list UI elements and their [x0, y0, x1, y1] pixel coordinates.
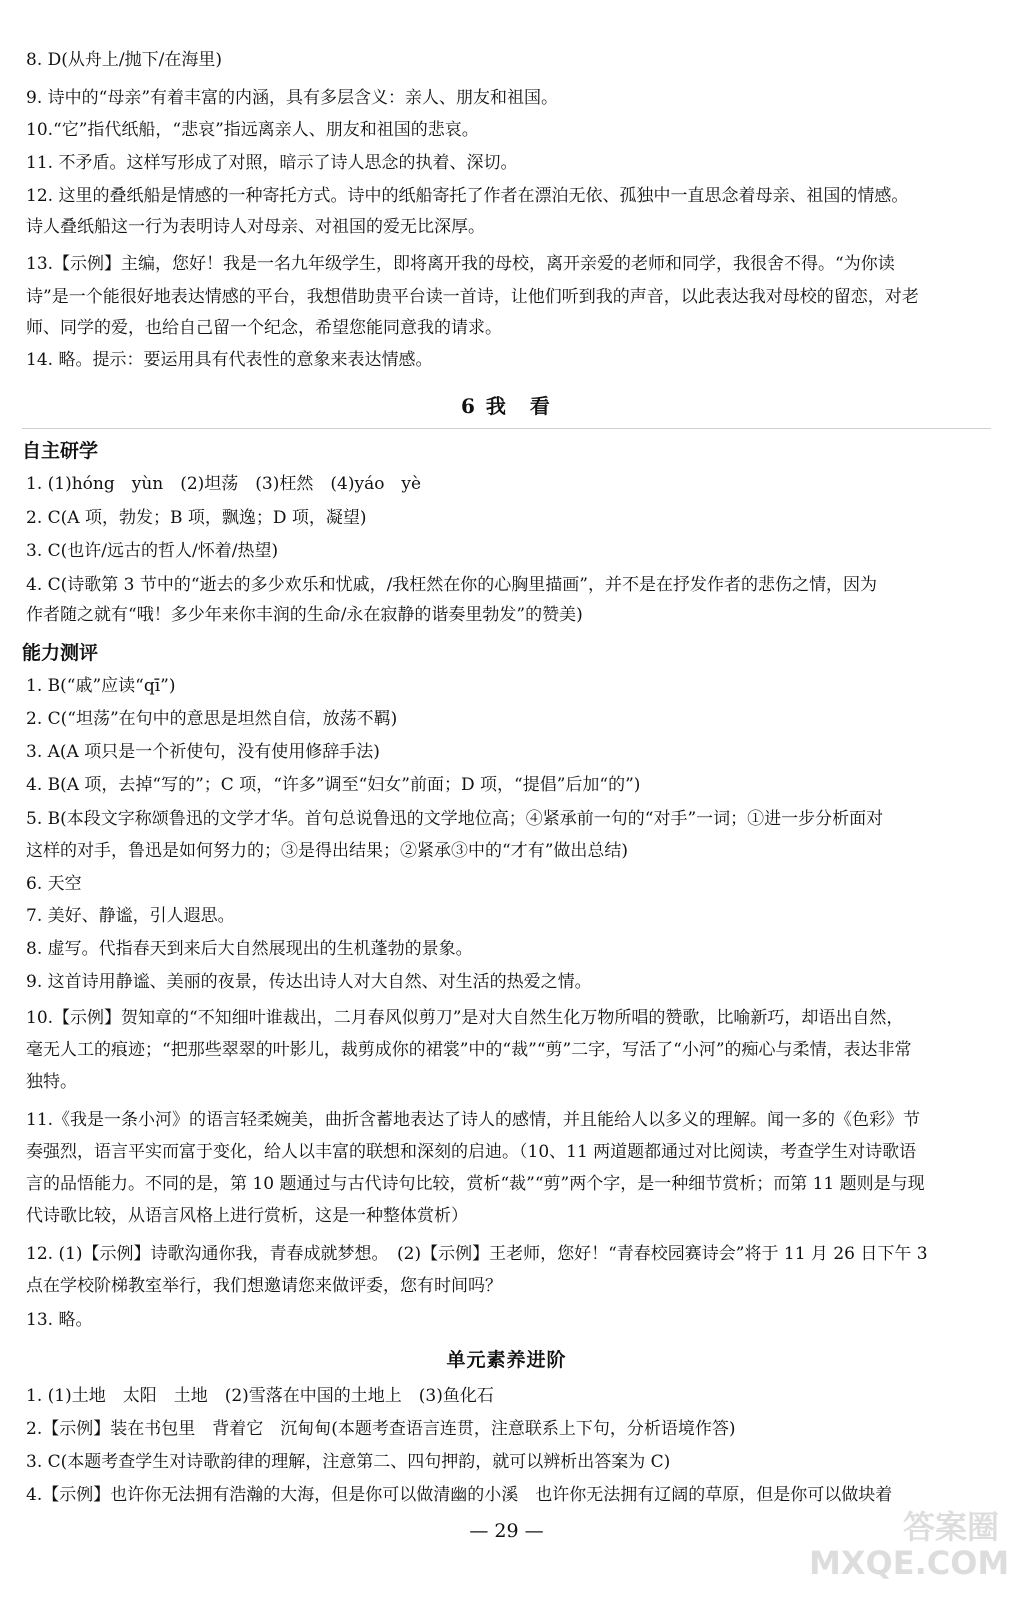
- answer-line: 10.“它”指代纸船，“悲哀”指远离亲人、朋友和祖国的悲哀。: [26, 120, 479, 140]
- answer-line: 12. 这里的叠纸船是情感的一种寄托方式。诗中的纸船寄托了作者在漂泊无依、孤独中一直思念着母亲、祖国的情感。: [26, 186, 909, 206]
- answer-line: 诗人叠纸船这一行为表明诗人对母亲、对祖国的爱无比深厚。: [26, 217, 485, 237]
- answer-line: 师、同学的爱，也给自己留一个纪念，希望您能同意我的请求。: [26, 318, 502, 338]
- answer-line: 4.【示例】也许你无法拥有浩瀚的大海，但是你可以做清幽的小溪 也许你无法拥有辽阔的草原，但是你可以做块着: [26, 1485, 893, 1505]
- answer-line: 8. D(从舟上/抛下/在海里): [26, 50, 222, 70]
- answer-line: 3. C(本题考查学生对诗歌韵律的理解，注意第二、四句押韵，就可以辨析出答案为 C): [26, 1452, 671, 1472]
- answer-line: 14. 略。提示：要运用具有代表性的意象来表达情感。: [26, 350, 433, 370]
- answer-line: 1. (1)土地 太阳 土地 (2)雪落在中国的土地上 (3)鱼化石: [26, 1386, 494, 1406]
- watermark-logo: 答案圈 MXQE.COM: [809, 1508, 1010, 1582]
- answer-line: 1. B(“戚”应读“qī”): [26, 676, 176, 696]
- answer-line: 代诗歌比较，从语言风格上进行赏析，这是一种整体赏析）: [26, 1206, 468, 1226]
- answer-line: 毫无人工的痕迹；“把那些翠翠的叶影儿，裁剪成你的裙裳”中的“裁”“剪”二字，写活了“小河”的痴心与柔情，表达非常: [26, 1040, 912, 1060]
- answer-line: 13.【示例】主编，您好！我是一名九年级学生，即将离开我的母校，离开亲爱的老师和同学，我很舍不得。“为你读: [26, 254, 895, 274]
- answer-line: 诗”是一个能很好地表达情感的平台，我想借助贵平台读一首诗，让他们听到我的声音，以此表达我对母校的留恋，对老: [26, 287, 919, 307]
- section-heading-ability-test: 能力测评: [22, 642, 99, 664]
- answer-line: 作者随之就有“哦！多少年来你丰润的生命/永在寂静的谐奏里勃发”的赞美): [26, 605, 583, 625]
- answer-line: 2. C(“坦荡”在句中的意思是坦然自信，放荡不羁): [26, 709, 398, 729]
- answer-line: 奏强烈，语言平实而富于变化，给人以丰富的联想和深刻的启迪。（10、11 两道题都通过对比阅读，考查学生对诗歌语: [26, 1142, 917, 1162]
- lesson-title: 6 我 看: [461, 394, 552, 418]
- answer-line: 5. B(本段文字称颂鲁迅的文学才华。首句总说鲁迅的文学地位高；④紧承前一句的“对手”一词；①进一步分析面对: [26, 809, 884, 829]
- answer-line: 11. 不矛盾。这样写形成了对照，暗示了诗人思念的执着、深切。: [26, 153, 518, 173]
- section-heading-self-study: 自主研学: [22, 440, 99, 462]
- answer-line: 这样的对手，鲁迅是如何努力的；③是得出结果；②紧承③中的“才有”做出总结): [26, 841, 629, 861]
- answer-line: 3. C(也许/远古的哲人/怀着/热望): [26, 541, 279, 561]
- answer-line: 1. (1)hóng yùn (2)坦荡 (3)枉然 (4)yáo yè: [26, 474, 422, 494]
- answer-line: 11.《我是一条小河》的语言轻柔婉美，曲折含蓄地表达了诗人的感情，并且能给人以多义的理解。闻一多的《色彩》节: [26, 1110, 921, 1130]
- answer-line: 7. 美好、静谧，引人遐思。: [26, 906, 235, 926]
- answer-line: 4. B(A 项，去掉“写的”；C 项，“许多”调至“妇女”前面；D 项，“提倡”后加“的”): [26, 775, 641, 795]
- answer-line: 3. A(A 项只是一个祈使句，没有使用修辞手法): [26, 742, 380, 762]
- divider: [22, 428, 991, 429]
- answer-line: 8. 虚写。代指春天到来后大自然展现出的生机蓬勃的景象。: [26, 939, 473, 959]
- answer-line: 2.【示例】装在书包里 背着它 沉甸甸(本题考查语言连贯，注意联系上下句，分析语境作答): [26, 1419, 736, 1439]
- answer-line: 点在学校阶梯教室举行，我们想邀请您来做评委，您有时间吗？: [26, 1276, 502, 1296]
- answer-line: 4. C(诗歌第 3 节中的“逝去的多少欢乐和忧戚，/我枉然在你的心胸里描画”，并不是在抒发作者的悲伤之情，因为: [26, 575, 877, 595]
- answer-line: 13. 略。: [26, 1310, 93, 1330]
- answer-line: 12. (1)【示例】诗歌沟通你我，青春成就梦想。 (2)【示例】王老师，您好！“青春校园赛诗会”将于 11 月 26 日下午 3: [26, 1244, 928, 1264]
- answer-line: 言的品悟能力。不同的是，第 10 题通过与古代诗句比较，赏析“裁”“剪”两个字，是一种细节赏析；而第 11 题则是与现: [26, 1174, 925, 1194]
- answer-line: 6. 天空: [26, 874, 82, 894]
- answer-line: 独特。: [26, 1072, 77, 1092]
- answer-line: 10.【示例】贺知章的“不知细叶谁裁出，二月春风似剪刀”是对大自然生化万物所唱的赞歌，比喻新巧，却语出自然，: [26, 1008, 904, 1028]
- answer-line: 9. 诗中的“母亲”有着丰富的内涵，具有多层含义：亲人、朋友和祖国。: [26, 88, 559, 108]
- answer-line: 2. C(A 项，勃发；B 项，飘逸；D 项，凝望): [26, 508, 367, 528]
- answer-line: 9. 这首诗用静谧、美丽的夜景，传达出诗人对大自然、对生活的热爱之情。: [26, 972, 592, 992]
- unit-title: 单元素养进阶: [446, 1349, 567, 1371]
- page-number: — 29 —: [469, 1520, 544, 1542]
